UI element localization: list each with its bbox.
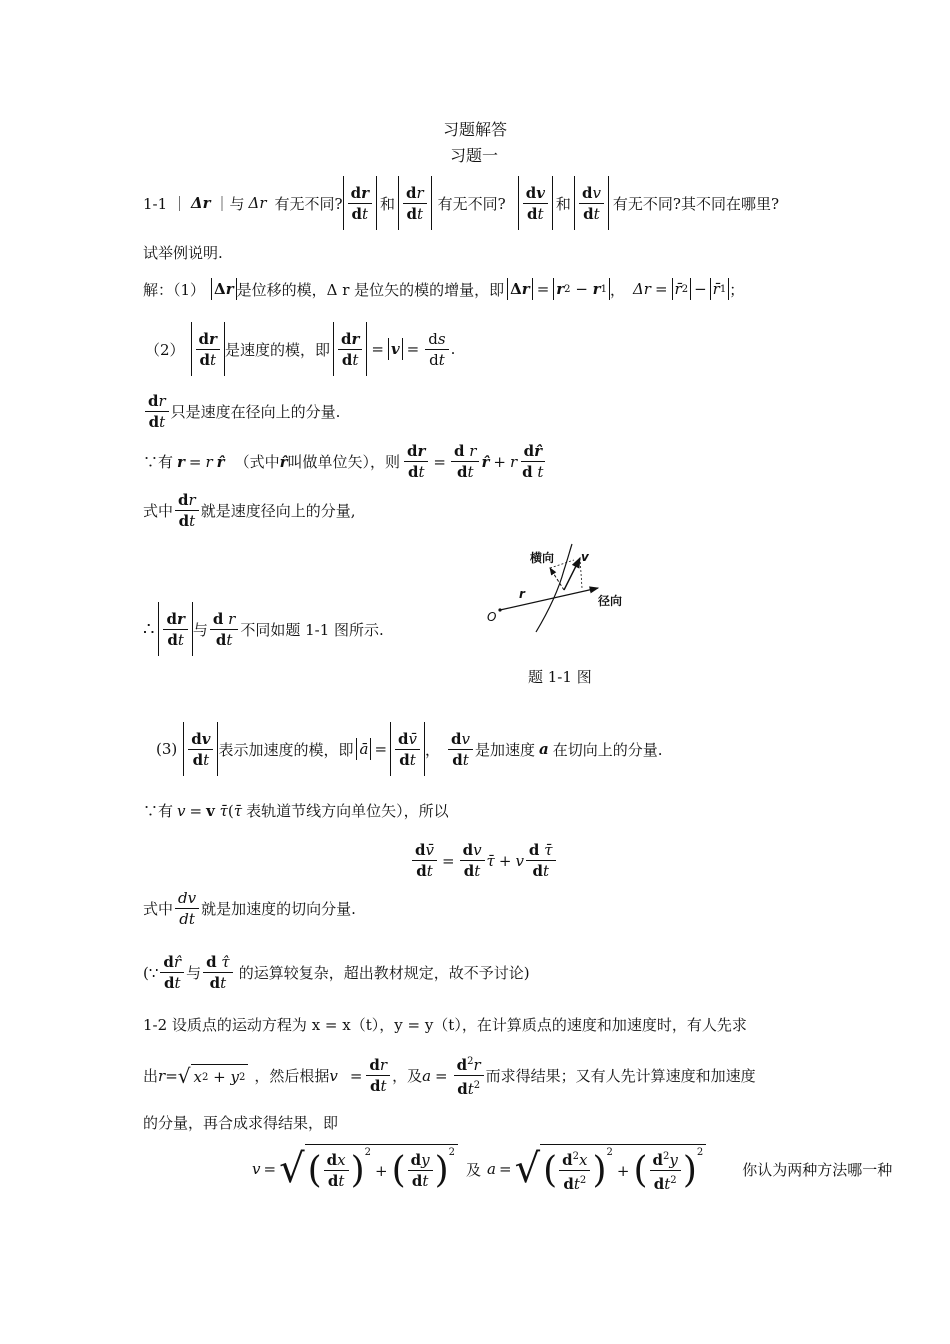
text-fragment: 是位移的模，Δ r 是位矢的模的增量，即 [236,280,505,299]
text-fragment: 和 [379,194,395,213]
delta-r-vector: Δr [190,194,211,212]
text-fragment: ， [609,280,625,299]
abs-v: v [388,338,403,360]
parenthetical-line: (∵ $\frac{dr̂}{dt}$ 与 $\frac{\text{d τ̂}}{dt}$ 的运算较复杂，超出教材规定，故不予讨论) [143,953,530,992]
origin-label: O [487,610,497,624]
part-lead: (3) [156,740,178,758]
text-fragment: 式中 [143,900,174,918]
text-fragment: 有无不同?其不同在哪里? [612,194,780,213]
sqrt-x2-y2: √ x 2 + y 2 [178,1064,249,1088]
problem-1-2-line1: 1-2 设质点的运动方程为 x = x（t），y = y（t），在计算质点的速度和加速度时，有人先求 [143,1016,747,1034]
text-fragment: 只是速度在径向上的分量. [170,403,341,421]
text-fragment: 不同如题 1-1 图所示. [240,620,384,639]
acceleration-magnitude-formula: √ ( $\frac{d^2x}{dt^2}$ ) $^2$ + ( $\frac{d^2y}{dt^2}$ ) $^2$ [515,1144,707,1194]
abs-r2-minus-r1: r 2 − r 1 [553,278,610,300]
dr-dt: $\frac{dr}{dt}$ [145,391,169,432]
text-fragment: 的运算较复杂，超出教材规定，故不予讨论) [238,964,530,982]
abs-dr-dt: $\frac{dr}{dt}$ [343,176,377,230]
text-fragment: 与 [186,964,202,982]
origin-point [498,608,501,611]
text-fragment: 表示加速度的模，即 [218,740,354,759]
text-fragment: 就是速度径向上的分量, [200,502,356,520]
abs-r1-mag: r̄ 1 [710,278,730,300]
delta-r-scalar: Δr [248,194,267,212]
abs-dr-dt: $\frac{dr}{dt}$ [191,322,225,376]
text-fragment: 出 [143,1067,159,1085]
solution-part-1: 解：（1） Δ r 是位移的模，Δ r 是位矢的模的增量，即 Δ r = r 2 − r 1 ， Δr = r̄ 2 − r̄ 1 ； [143,280,745,299]
abs-delta-r: Δ r [211,278,237,300]
text-fragment: （式中 [234,453,280,471]
shizhong-line-1: 式中 $\frac{dr}{dt}$ 就是速度径向上的分量, [143,491,356,530]
abs-delta-r-eq: Δ r [507,278,533,300]
text-fragment: ｜与 [214,194,245,213]
problem-number: 1-1 ｜ [143,194,187,213]
page-title: 习题解答 [443,120,508,139]
abs-r2-mag: r̄ 2 [672,278,692,300]
text-fragment: 在切向上的分量. [552,740,663,759]
r-label: r [519,587,525,601]
text-fragment: ∵有 [143,802,174,820]
because-line-1: ∵有 r = r r̂ （式中 r̂ 叫做单位矢），则 $\frac{dr}{dt}$ = $\frac{\text{d r}}{dt}$ r̂ + r $\frac{dr̂}{\text{d t}}$ [143,442,544,481]
velocity-magnitude-formula: √ ( $\frac{dx}{dt}$ ) $^2$ + ( $\frac{dy}{dt}$ ) $^2$ [279,1144,458,1194]
because-line-2: ∵有 v = v τ̄ ( τ̄ 表轨道节线方向单位矢），所以 [143,801,449,820]
problem-1-1-line2: 试举例说明. [143,244,223,262]
solution-part-3: (3) $\frac{dv}{dt}$ 表示加速度的模，即 ā = $\frac{dv̄}{dt}$ ， $\frac{dv}{dt}$ 是加速度 a 在切向上的分量. [156,722,663,776]
figure-1-1 [480,540,630,635]
problem-1-2-formulas: v = √ ( $\frac{dx}{dt}$ ) $^2$ + ( $\frac{dy}{dt}$ ) $^2$ 及 a = √ ( $\frac{d^2x}{dt^2}$ ) $^2$ + ( $\frac{d^2y}{dt^2}$ ) $^2$ 你认为两种方法哪一种 [252,1146,893,1193]
acceleration-equation: $\frac{dv̄}{dt}$ = $\frac{dv}{dt}$ τ̄ + v $\frac{\text{d τ̄}}{dt}$ [410,840,558,881]
text-fragment: 是速度的模，即 [224,340,330,359]
abs-dr-dt-scalar: $\frac{dr}{dt}$ [398,176,432,230]
text-fragment: 你认为两种方法哪一种 [742,1160,893,1179]
text-fragment: 式中 [143,502,174,520]
text-fragment: ； [729,280,745,299]
text-fragment: ( [227,801,234,820]
v-label: v [581,550,589,564]
radial-label: 径向 [598,594,623,608]
abs-dv-dt-scalar: $\frac{dv}{dt}$ [574,176,609,230]
text-fragment: 而求得结果；又有人先计算速度和加速度 [485,1067,756,1085]
text-fragment: 是加速度 [475,740,536,759]
text-fragment: ∵有 [143,453,174,471]
abs-dr-dt: $\frac{dr}{dt}$ [333,322,367,376]
abs-dv-dt: $\frac{dv}{dt}$ [518,176,553,230]
solution-lead: 解：（1） [143,280,206,299]
problem-1-1-question [143,176,779,230]
text-fragment: ， [425,740,441,759]
problem-1-2-line3: 的分量，再合成求得结果，即 [143,1114,339,1132]
text-fragment: . [450,340,456,358]
radial-component-line [143,391,340,432]
text-fragment: ，及 [392,1067,423,1085]
figure-caption: 题 1-1 图 [528,668,592,686]
text-fragment: 及 [466,1160,482,1179]
text-fragment: ，然后根据 [254,1067,330,1085]
text-fragment: 就是加速度的切向分量. [201,900,356,918]
text-fragment: (∵ [143,963,159,982]
part-lead: （2） [145,340,185,359]
text-fragment: 叫做单位矢），则 [287,453,401,471]
problem-1-2-line2: 出 r = √ x 2 + y 2 ，然后根据 v = $\frac{dr}{dt}$ ，及 a = $\frac{d^2r}{dt^2}$ 而求得结果；又有人先计算速度和加速度 [143,1052,756,1099]
therefore-symbol: ∴ [143,618,155,640]
text-fragment: 与 [192,620,208,639]
text-fragment: 表轨道节线方向单位矢），所以 [246,802,449,820]
therefore-line: ∴ $\frac{dr}{dt}$ 与 $\frac{\text{d r}}{dt}$ 不同如题 1-1 图所示. [143,602,384,656]
solution-part-2: （2） $\frac{dr}{dt}$ 是速度的模，即 $\frac{dr}{dt}$ = v = $\frac{ds}{dt}$ . [145,322,455,376]
section-title: 习题一 [450,146,499,165]
transverse-label: 横向 [530,551,555,565]
ds-dt: $\frac{ds}{dt}$ [425,329,448,370]
shizhong-line-2: 式中 $\frac{dv}{dt}$ 就是加速度的切向分量. [143,889,356,928]
text-fragment: 和 [555,194,571,213]
text-fragment: 有无不同? [437,194,506,213]
text-fragment: 有无不同? [274,194,343,213]
radial-arrow [500,588,598,610]
